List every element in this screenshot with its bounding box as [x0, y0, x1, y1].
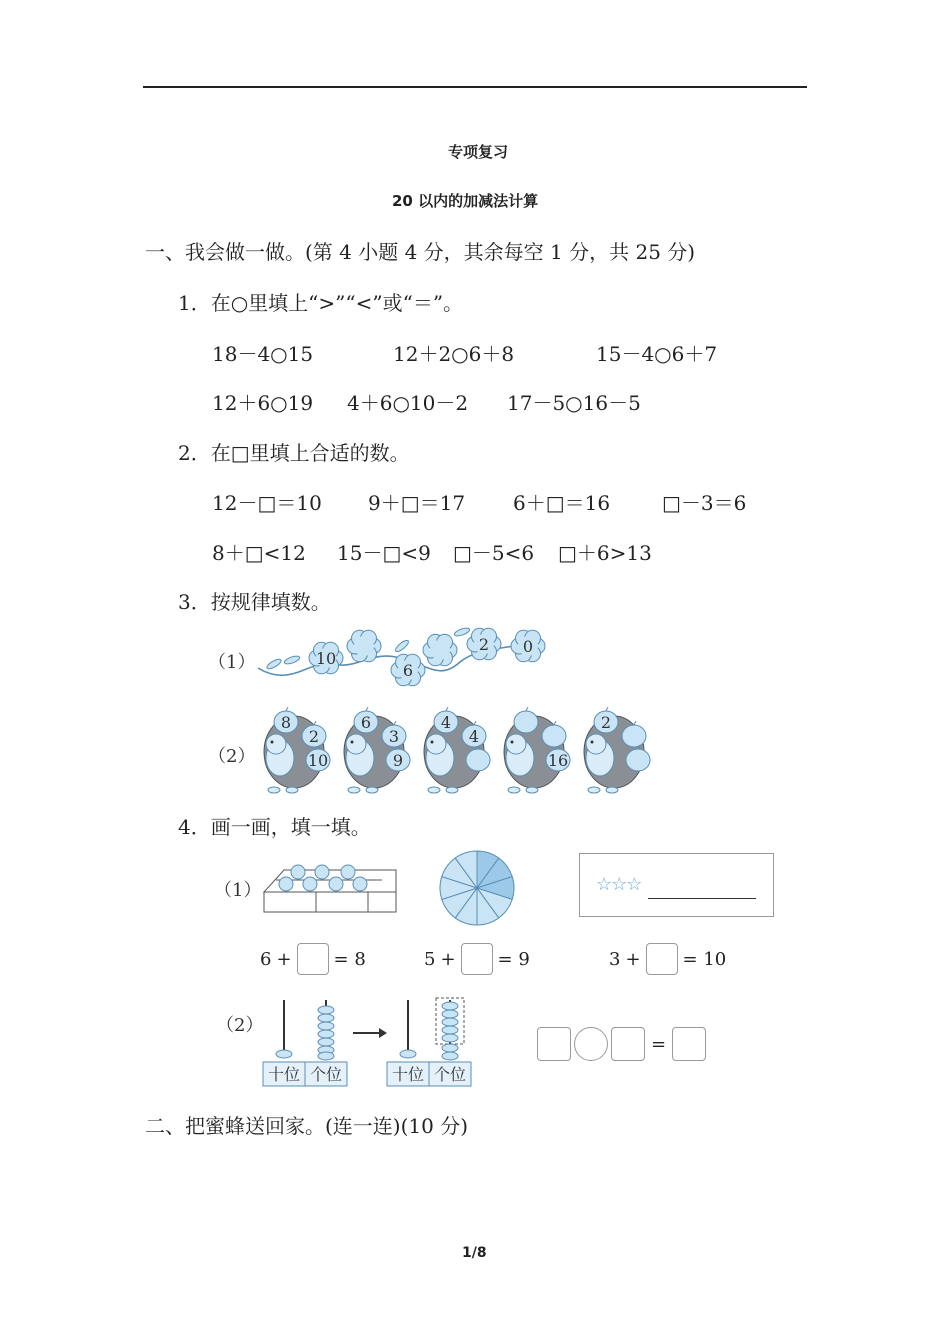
star-answer-line [648, 898, 756, 899]
flower-icon [347, 630, 381, 662]
apple-number: 4 [468, 727, 480, 746]
q3-part1-label: （1） [208, 652, 256, 673]
header-rule [143, 86, 807, 88]
q4-part2-label: （2） [216, 1015, 264, 1036]
q4-eq2 [424, 943, 530, 975]
eq-op: + [625, 948, 641, 970]
eq-result: = 9 [497, 948, 530, 970]
q2-item: 9＋□＝17 [368, 491, 466, 515]
abacus-right [386, 996, 476, 1088]
eq-op: + [440, 948, 456, 970]
q2-item: 8＋□<12 [212, 541, 306, 565]
flower-number: 6 [402, 661, 414, 680]
pie-illustration [437, 848, 517, 928]
q2-item: 12－□＝10 [212, 491, 322, 515]
q2-item: □－5<6 [453, 541, 535, 565]
apple-number: 10 [307, 751, 329, 770]
flower-icon [309, 642, 343, 674]
q1-item: 15－4○6＋7 [596, 342, 718, 366]
q3-part2-label: （2） [208, 746, 256, 767]
q2-item: 6＋□＝16 [513, 491, 611, 515]
flower-icon [423, 634, 457, 666]
hedgehog-icon [344, 707, 410, 793]
hedgehog-icon [264, 707, 330, 793]
answer-box[interactable] [646, 943, 678, 975]
ones-label: 个位 [309, 1065, 343, 1084]
answer-box[interactable] [611, 1027, 645, 1061]
flower-number: 0 [522, 637, 534, 656]
q2-item: □－3＝6 [662, 491, 747, 515]
q3-prompt: 3．按规律填数。 [178, 590, 331, 614]
q1-item: 12＋6○19 [212, 391, 314, 415]
q1-item: 12＋2○6＋8 [393, 342, 515, 366]
page-title: 专项复习 [448, 143, 509, 161]
flower-icon [511, 630, 545, 662]
page-subtitle: 20 以内的加减法计算 [392, 192, 539, 210]
flower-number: 2 [478, 635, 490, 654]
arrow-right-icon [353, 1026, 387, 1040]
q2-item: □＋6>13 [558, 541, 652, 565]
flower-vine-illustration [250, 620, 560, 690]
section1-heading: 一、我会做一做。(第 4 小题 4 分，其余每空 1 分，共 25 分) [145, 240, 696, 264]
abacus-equation [537, 1027, 706, 1061]
q1-item: 4＋6○10－2 [347, 391, 469, 415]
q4-part1-label: （1） [214, 880, 262, 901]
eq-number: 6 [260, 948, 272, 970]
abacus-left [262, 996, 352, 1088]
apple-number: 6 [360, 713, 372, 732]
eq-op: + [276, 948, 292, 970]
flower-icon [467, 628, 501, 660]
star-box [579, 853, 774, 917]
apple-number: 4 [440, 713, 452, 732]
answer-box[interactable] [297, 943, 329, 975]
tens-label: 十位 [267, 1065, 301, 1084]
eq-number: 5 [424, 948, 436, 970]
eq-result: = 10 [682, 948, 727, 970]
operator-circle[interactable] [574, 1027, 608, 1061]
eq-result: = 8 [333, 948, 366, 970]
q2-item: 15－□<9 [337, 541, 431, 565]
q4-eq1 [260, 943, 366, 975]
answer-box[interactable] [672, 1027, 706, 1061]
q4-prompt: 4．画一画，填一填。 [178, 815, 371, 839]
page-number: 1/8 [462, 1245, 487, 1261]
stars-icon: ☆☆☆ [596, 874, 642, 895]
q1-prompt: 1．在○里填上“>”“<”或“＝”。 [178, 291, 464, 315]
q2-prompt: 2．在□里填上合适的数。 [178, 441, 410, 465]
hedgehog-illustration [258, 702, 668, 797]
apple-number: 16 [547, 751, 569, 770]
apple-tray-illustration [262, 858, 402, 916]
q1-item: 18－4○15 [212, 342, 314, 366]
flower-icon [391, 654, 425, 686]
tens-label: 十位 [391, 1065, 425, 1084]
ones-label: 个位 [433, 1065, 467, 1084]
apple-number: 9 [392, 751, 404, 770]
apple-number: 2 [308, 727, 320, 746]
apple-number: 3 [388, 727, 400, 746]
apple-number: 2 [600, 713, 612, 732]
equals-sign: = [651, 1033, 667, 1055]
hedgehog-icon [424, 707, 490, 793]
hedgehog-icon [584, 707, 650, 793]
eq-number: 3 [609, 948, 621, 970]
apple-number: 8 [280, 713, 292, 732]
q1-item: 17－5○16－5 [507, 391, 641, 415]
hedgehog-icon [504, 707, 570, 793]
answer-box[interactable] [461, 943, 493, 975]
section2-heading: 二、把蜜蜂送回家。(连一连)(10 分) [145, 1114, 469, 1138]
answer-box[interactable] [537, 1027, 571, 1061]
flower-number: 10 [315, 649, 337, 668]
q4-eq3 [609, 943, 726, 975]
